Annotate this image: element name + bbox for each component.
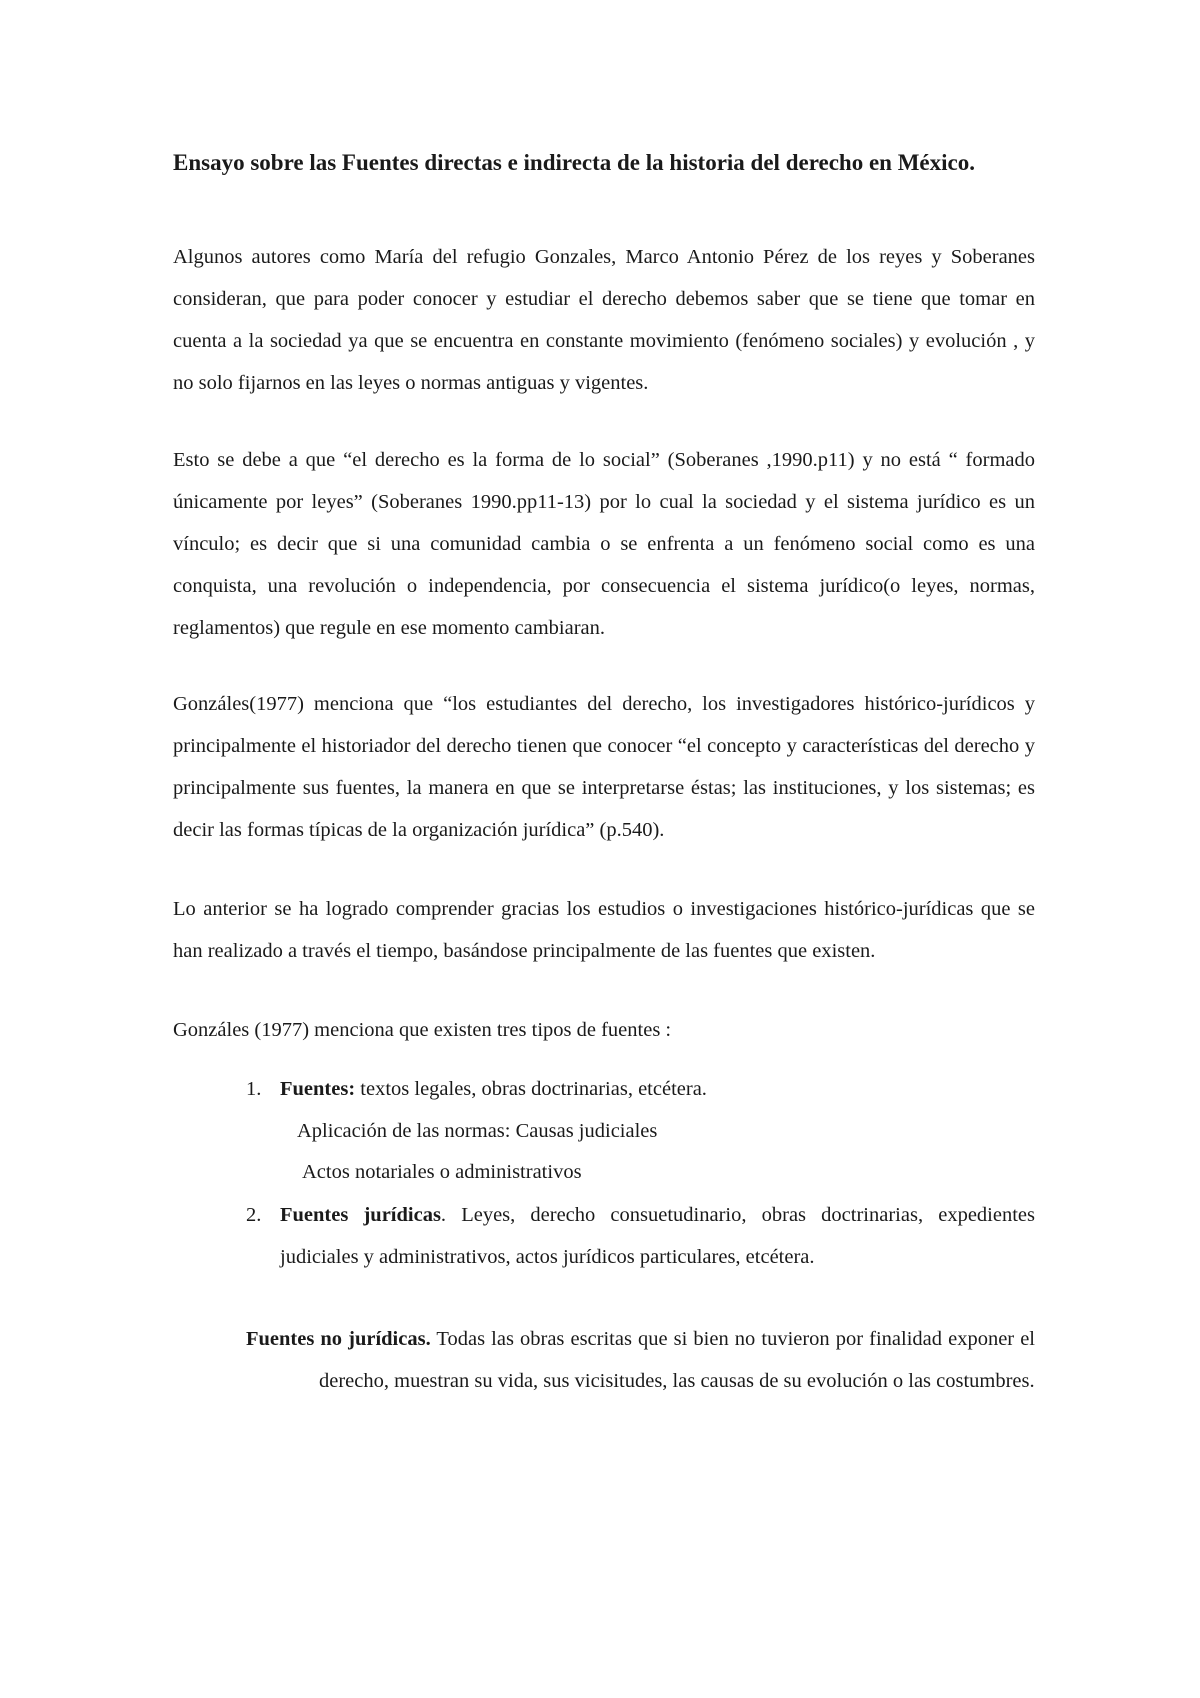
list-text: Todas las obras escritas que si bien no tuvieron por finalidad exponer el derecho, muestran su vida, sus vicisitudes, las causas de su evolución o las costumbres. bbox=[319, 1328, 1035, 1392]
list-item-1 bbox=[246, 1068, 1035, 1110]
list-item-3 bbox=[246, 1318, 1035, 1402]
document-title: Ensayo sobre las Fuentes directas e indirecta de la historia del derecho en México. bbox=[173, 150, 975, 175]
paragraph-1: Algunos autores como María del refugio Gonzales, Marco Antonio Pérez de los reyes y Soberanes consideran, que para poder conocer y estudiar el derecho debemos saber que se tiene que tomar en cuenta a la sociedad ya que se encuentra en constante movimiento (fenómeno sociales) y evolución , y no solo fijarnos en las leyes o normas antiguas y vigentes. bbox=[173, 246, 1035, 394]
list-term: Fuentes no jurídicas. bbox=[246, 1328, 431, 1350]
paragraph-5: Gonzáles (1977) menciona que existen tres tipos de fuentes : bbox=[173, 1019, 672, 1041]
list-subline-2: Actos notariales o administrativos bbox=[302, 1161, 582, 1183]
paragraph-2: Esto se debe a que “el derecho es la forma de lo social” (Soberanes ,1990.p11) y no está “ formado únicamente por leyes” (Soberanes 1990.pp11-13) por lo cual la sociedad y el sistema jurídico es un vínculo; es decir que si una comunidad cambia o se enfrenta a un fenómeno social como es una conquista, una revolución o independencia, por consecuencia el sistema jurídico(o leyes, normas, reglamentos) que regule en ese momento cambiaran. bbox=[173, 449, 1035, 639]
list-number: 2. bbox=[246, 1204, 262, 1226]
list-text: . Leyes, derecho consuetudinario, obras doctrinarias, expedientes judiciales y administrativos, actos jurídicos particulares, etcétera. bbox=[280, 1204, 1035, 1268]
list-number: 1. bbox=[246, 1078, 262, 1100]
paragraph-4: Lo anterior se ha logrado comprender gracias los estudios o investigaciones histórico-jurídicas que se han realizado a través el tiempo, basándose principalmente de las fuentes que existen. bbox=[173, 898, 1035, 962]
list-item-2 bbox=[246, 1194, 1035, 1278]
paragraph-3: Gonzáles(1977) menciona que “los estudiantes del derecho, los investigadores histórico-jurídicos y principalmente el historiador del derecho tienen que conocer “el concepto y características del derecho y principalmente sus fuentes, la manera en que se interpretarse éstas; las instituciones, y los sistemas; es decir las formas típicas de la organización jurídica” (p.540). bbox=[173, 693, 1035, 841]
list-text: textos legales, obras doctrinarias, etcétera. bbox=[355, 1078, 707, 1100]
list-subline-1: Aplicación de las normas: Causas judiciales bbox=[297, 1120, 658, 1142]
list-term: Fuentes: bbox=[280, 1078, 356, 1100]
list-term: Fuentes jurídicas bbox=[280, 1204, 441, 1226]
